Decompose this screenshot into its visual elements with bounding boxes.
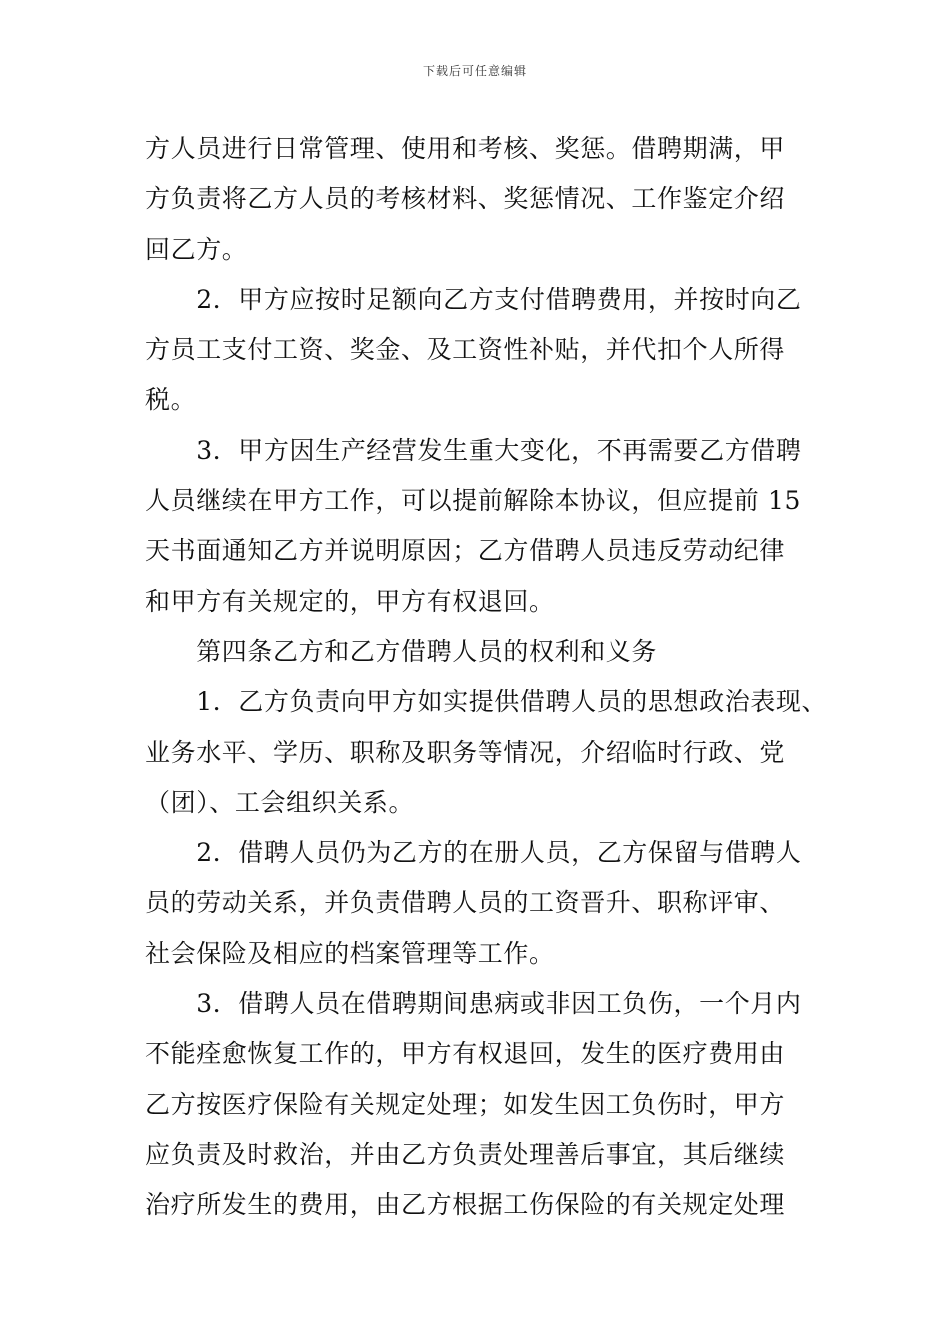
text-line: 天书面通知乙方并说明原因；乙方借聘人员违反劳动纪律: [145, 536, 786, 566]
text-line: 和甲方有关规定的，甲方有权退回。: [145, 586, 555, 616]
page-header: 下载后可任意编辑: [422, 64, 527, 78]
text-line: 社会保险及相应的档案管理等工作。: [145, 938, 555, 968]
text-line: 2．借聘人员仍为乙方的在册人员，乙方保留与借聘人: [145, 838, 802, 868]
text-line: 方人员进行日常管理、使用和考核、奖惩。借聘期满，甲: [145, 134, 786, 163]
text-line: 3．甲方因生产经营发生重大变化，不再需要乙方借聘: [145, 435, 802, 465]
text-line: 乙方按医疗保险有关规定处理；如发生因工负伤时，甲方: [145, 1089, 786, 1119]
text-line: 税。: [145, 385, 197, 415]
text-line: （团）、工会组织关系。: [145, 787, 415, 817]
section-heading: 第四条乙方和乙方借聘人员的权利和义务: [145, 636, 658, 666]
text-line: 方负责将乙方人员的考核材料、奖惩情况、工作鉴定介绍: [145, 184, 786, 214]
text-line: 方员工支付工资、奖金、及工资性补贴，并代扣个人所得: [145, 335, 786, 365]
text-line: 2．甲方应按时足额向乙方支付借聘费用，并按时向乙: [145, 284, 802, 314]
text-line: 1．乙方负责向甲方如实提供借聘人员的思想政治表现、: [145, 687, 828, 717]
text-line: 3．借聘人员在借聘期间患病或非因工负伤，一个月内: [145, 989, 802, 1019]
text-line: 应负责及时救治，并由乙方负责处理善后事宜，其后继续: [145, 1139, 786, 1169]
text-line: 人员继续在甲方工作，可以提前解除本协议，但应提前 15: [145, 486, 801, 516]
text-line: 业务水平、学历、职称及职务等情况，介绍临时行政、党: [145, 737, 786, 767]
text-line: 治疗所发生的费用，由乙方根据工伤保险的有关规定处理: [145, 1190, 786, 1220]
text-line: 回乙方。: [145, 234, 248, 264]
document-body: [145, 124, 835, 1231]
text-line: 员的劳动关系，并负责借聘人员的工资晋升、职称评审、: [145, 888, 786, 918]
text-line: 不能痊愈恢复工作的，甲方有权退回，发生的医疗费用由: [145, 1039, 786, 1069]
